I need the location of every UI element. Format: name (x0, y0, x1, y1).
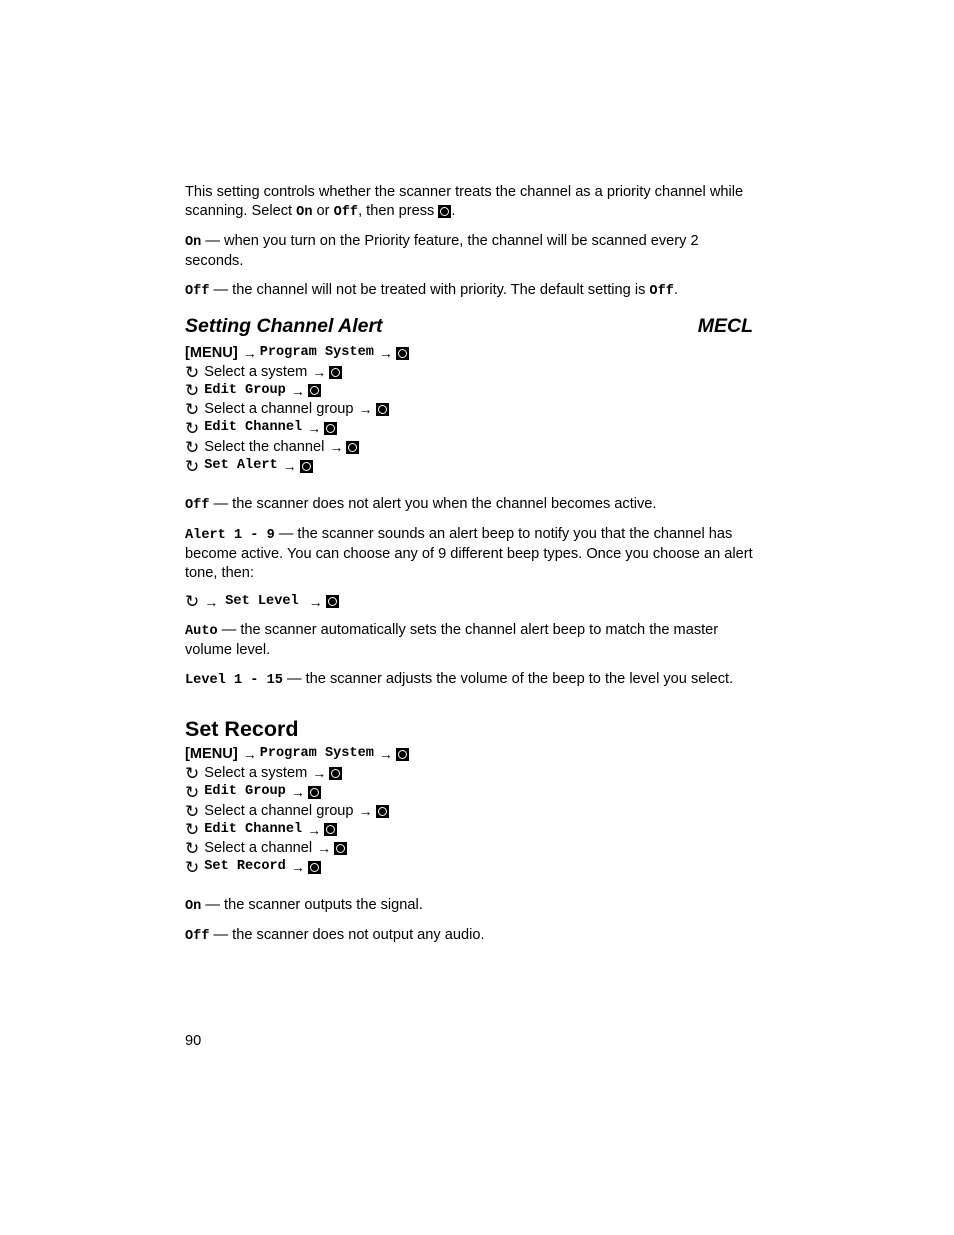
rotate-knob-icon: ↻ (185, 839, 200, 859)
right-arrow-icon: → (204, 593, 219, 610)
select-key-icon (324, 422, 337, 435)
rotate-knob-icon: ↻ (185, 764, 200, 784)
rotate-knob-icon: ↻ (185, 592, 200, 612)
right-arrow-icon: → (242, 345, 257, 361)
select-key-icon (329, 366, 342, 379)
right-arrow-icon: → (290, 783, 305, 800)
rotate-knob-icon: ↻ (185, 820, 200, 840)
rotate-knob-icon: ↻ (185, 801, 200, 821)
select-key-icon (308, 786, 321, 799)
select-key-icon (438, 205, 451, 218)
section-heading-alert (185, 315, 753, 338)
select-key-icon (334, 842, 347, 855)
level-description: Level 1 - 15 — the scanner adjusts the volume of the beep to the level you select. (185, 671, 734, 689)
right-arrow-icon: → (358, 401, 373, 418)
rotate-knob-icon: ↻ (185, 400, 200, 420)
step-item: ↻ Select a channel group → (185, 802, 753, 821)
step-item: ↻ Select a system → (185, 363, 753, 382)
right-arrow-icon: → (282, 457, 297, 474)
select-key-icon (396, 748, 409, 761)
select-key-icon (376, 805, 389, 818)
alert-tones-description: Alert 1 - 9 — the scanner sounds an alert beep to notify you that the channel has become active. You can choose any of 9 different beep types. Once you choose an alert tone, then: (185, 525, 753, 581)
right-arrow-icon: → (307, 420, 322, 437)
select-key-icon (346, 441, 359, 454)
right-arrow-icon: → (308, 593, 323, 610)
step-item: ↻ Select the channel → (185, 438, 753, 457)
right-arrow-icon: → (358, 802, 373, 819)
right-arrow-icon: → (312, 765, 327, 782)
select-key-icon (300, 460, 313, 473)
off-description: Off — the channel will not be treated with priority. The default setting is Off. (185, 282, 678, 299)
rotate-knob-icon: ↻ (185, 381, 200, 401)
select-key-icon (308, 861, 321, 874)
rotate-knob-icon: ↻ (185, 419, 200, 439)
rotate-knob-icon: ↻ (185, 437, 200, 457)
step-item: ↻ Select a system → (185, 764, 753, 783)
right-arrow-icon: → (378, 345, 393, 361)
page-content (185, 183, 753, 946)
on-description: On — when you turn on the Priority feature, the channel will be scanned every 2 seconds. (185, 233, 699, 269)
section-title: Setting Channel Alert (185, 315, 383, 337)
record-steps (185, 745, 753, 877)
select-key-icon (329, 767, 342, 780)
step-item: [MENU] → Program System → (185, 745, 753, 764)
right-arrow-icon: → (307, 821, 322, 838)
record-on-description: On — the scanner outputs the signal. (185, 896, 423, 914)
page-number: 90 (185, 1033, 202, 1049)
intro-paragraph: This setting controls whether the scanner treats the channel as a priority channel while scanning. Select On or Off, then press . (185, 184, 744, 220)
right-arrow-icon: → (317, 840, 332, 857)
select-key-icon (326, 595, 339, 608)
rotate-knob-icon: ↻ (185, 782, 200, 802)
step-item: ↻ Select a channel → (185, 839, 753, 858)
right-arrow-icon: → (329, 438, 344, 455)
step-item: ↻ Select a channel group → (185, 400, 753, 419)
step-item: [MENU] → Program System → (185, 344, 753, 363)
step-item: ↻ Set Record → (185, 858, 753, 877)
section-heading-record: Set Record (185, 717, 299, 742)
select-key-icon (376, 403, 389, 416)
right-arrow-icon: → (378, 746, 393, 763)
step-item: ↻ Edit Channel → (185, 419, 753, 438)
select-key-icon (396, 347, 409, 360)
option-off: Off (333, 205, 359, 220)
right-arrow-icon: → (312, 363, 327, 380)
right-arrow-icon: → (290, 382, 305, 399)
step-item: ↻ Edit Channel → (185, 821, 753, 840)
alert-steps (185, 344, 753, 476)
right-arrow-icon: → (290, 859, 305, 876)
alert-off-description: Off — the scanner does not alert you when the channel becomes active. (185, 495, 657, 513)
select-key-icon (308, 384, 321, 397)
auto-description: Auto — the scanner automatically sets the channel alert beep to match the master volume level. (185, 622, 719, 659)
right-arrow-icon: → (242, 746, 257, 763)
rotate-knob-icon: ↻ (185, 362, 200, 382)
step-item: ↻ Set Alert → (185, 457, 753, 476)
rotate-knob-icon: ↻ (185, 858, 200, 878)
step-item: ↻ Edit Group → (185, 382, 753, 401)
option-on: On (296, 205, 313, 220)
step-item: ↻ Edit Group → (185, 783, 753, 802)
section-tag: MECL (697, 315, 753, 337)
record-off-description: Off — the scanner does not output any audio. (185, 926, 485, 944)
set-level-step: ↻ → Set Level → (185, 593, 753, 612)
select-key-icon (324, 823, 337, 836)
rotate-knob-icon: ↻ (185, 456, 200, 476)
